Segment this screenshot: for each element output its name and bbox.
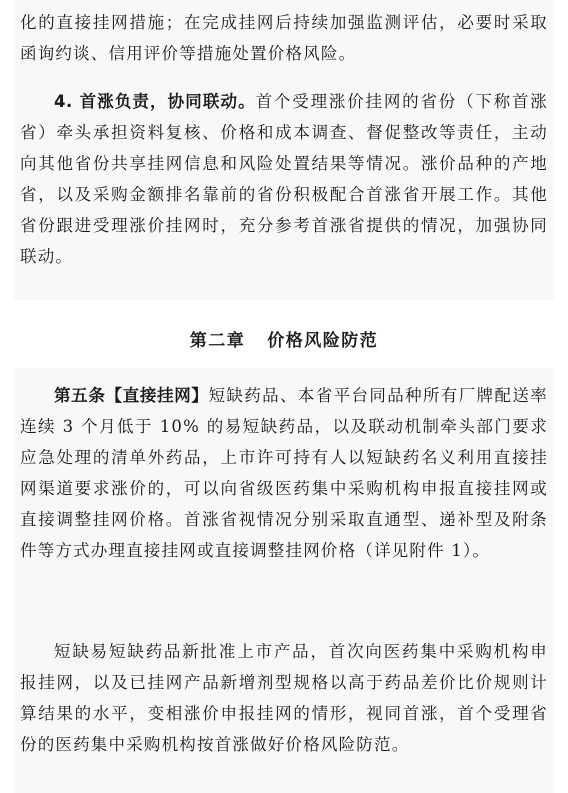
paragraph-first-to-raise <box>20 86 548 272</box>
chapter-number: 第二章 <box>189 331 246 351</box>
paragraph-new-products <box>20 636 548 760</box>
paragraph-article-5 <box>20 380 548 566</box>
paragraph-text: 短缺药品、本省平台同品种所有厂牌配送率连续 3 个月低于 10% 的易短缺药品，以及联动机制牵头部门要求应急处理的清单外药品，上市许可持有人以短缺药名义利用直接挂网渠道要求涨价的，可以向省级医药集中采购机构申报直接挂网或直接调整挂网价格。首涨省视情况分别采取直通型、递补型及附条件等方式办理直接挂网或直接调整挂网价格（详见附件 1）。 <box>20 386 548 560</box>
paragraph-text: 化的直接挂网措施；在完成挂网后持续加强监测评估，必要时采取函询约谈、信用评价等措施处置价格风险。 <box>20 13 548 63</box>
chapter-heading <box>0 326 568 351</box>
paragraph-text: 首个受理涨价挂网的省份（下称首涨省）牵头承担资料复核、价格和成本调查、督促整改等责任，主动向其他省份共享挂网信息和风险处置结果等情况。涨价品种的产地省，以及采购金额排名靠前的省份积极配合首涨省开展工作。其他省份跟进受理涨价挂网时，充分参考首涨省提供的情况，加强协同联动。 <box>20 92 549 266</box>
paragraph-continuation <box>20 7 548 69</box>
paragraph-text: 短缺易短缺药品新批准上市产品，首次向医药集中采购机构申报挂网，以及已挂网产品新增剂型规格以高于药品差价比价规则计算结果的水平，变相涨价申报挂网的情形，视同首涨，首个受理省份的医药集中采购机构按首涨做好价格风险防范。 <box>20 642 548 754</box>
chapter-title: 价格风险防范 <box>267 331 379 351</box>
paragraph-heading: 4. 首涨负责，协同联动。 <box>54 92 256 111</box>
article-heading: 第五条【直接挂网】 <box>54 386 209 405</box>
